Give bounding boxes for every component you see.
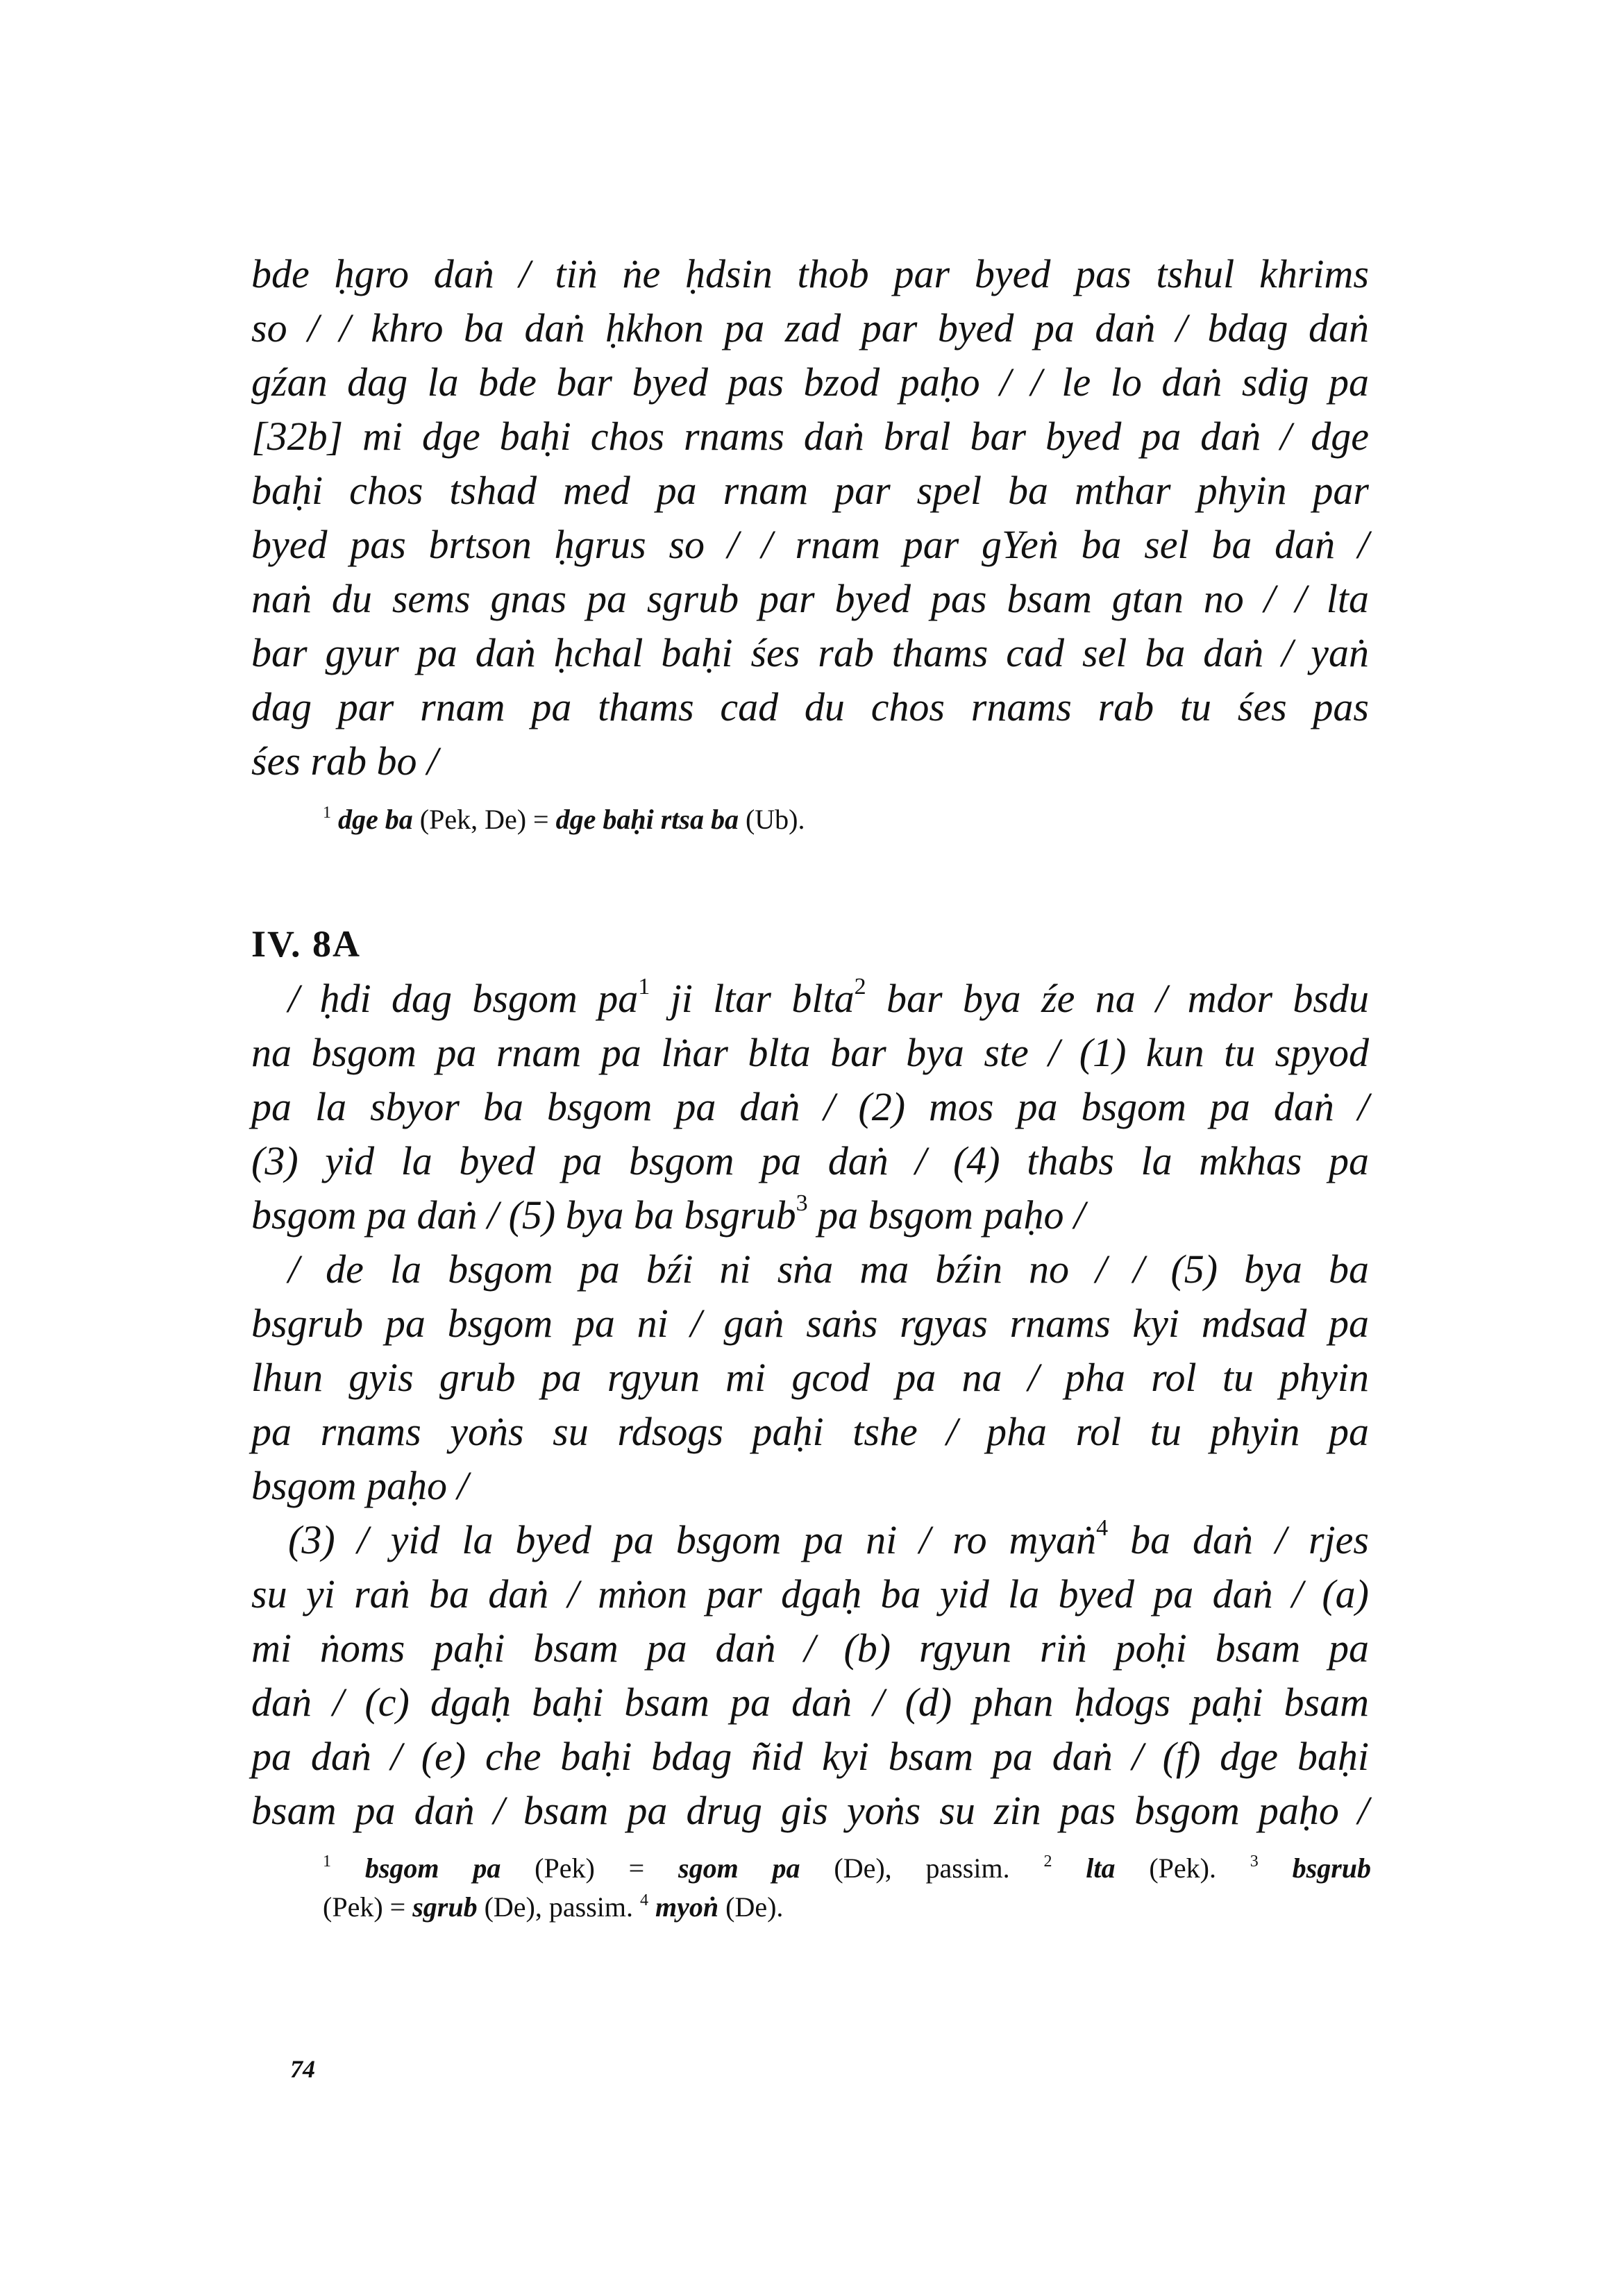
- footnote-section-1: [323, 800, 1371, 839]
- text-line: baḥi chos tshad med pa rnam par spel ba mthar phyin par: [251, 468, 1369, 513]
- text-line: su yi raṅ ba daṅ / mṅon par dgaḥ ba yid la byed pa daṅ / (a): [251, 1571, 1369, 1617]
- footnote-term: dge ba: [338, 804, 413, 835]
- footnote-ref: 1: [638, 974, 650, 999]
- footnote-source: (Pek, De): [419, 804, 527, 835]
- footnote-equals: =: [526, 804, 556, 835]
- footnote-source: (Ub).: [745, 804, 805, 835]
- text-line: bsgom pa daṅ / (5) bya ba bsgrub$^3$ pa bsgom paḥo /: [251, 1190, 1086, 1238]
- text-line: daṅ / (c) dgaḥ baḥi bsam pa daṅ / (d) phan ḥdogs paḥi bsam: [251, 1680, 1369, 1725]
- text-line: (3) / yid la byed pa bsgom pa ni / ro myaṅ$^4$ ba daṅ / rjes: [288, 1515, 1369, 1562]
- text-line: lhun gyis grub pa rgyun mi gcod pa na / pha rol tu phyin: [251, 1355, 1369, 1400]
- text-line: bar gyur pa daṅ ḥchal baḥi śes rab thams cad sel ba daṅ / yaṅ: [251, 630, 1369, 675]
- footnote-section-2: $^1$ bsgom pa (Pek) = sgom pa (De), passim. $^2$ lta (Pek). $^3$ bsgrub: [323, 1852, 1372, 1884]
- text-line: (3) yid la byed pa bsgom pa daṅ / (4) thabs la mkhas pa: [251, 1138, 1369, 1183]
- text-line: pa daṅ / (e) che baḥi bdag ñid kyi bsam pa daṅ / (f) dge baḥi: [251, 1734, 1369, 1779]
- footnote-term: dge baḥi rtsa ba: [555, 804, 739, 835]
- footnote-number: 4: [640, 1891, 648, 1909]
- footnote-section-2-cont: (Pek) = sgrub (De), passim. $^4$ myoṅ (De).: [323, 1891, 784, 1923]
- text-line: / de la bsgom pa bźi ni sṅa ma bźin no / / (5) bya ba: [288, 1247, 1369, 1292]
- text-line: pa rnams yoṅs su rdsogs paḥi tshe / pha rol tu phyin pa: [251, 1409, 1369, 1454]
- text-line: / ḥdi dag bsgom $pa^1$ ji ltar blta$^2$ bar bya źe na / mdor bsdu: [288, 974, 1369, 1021]
- text-line: bde ḥgro daṅ / tiṅ ṅe ḥdsin thob par byed pas tshul khrims: [251, 251, 1369, 296]
- footnote-number: 1: [323, 804, 331, 822]
- footnote-ref: 3: [796, 1190, 808, 1216]
- footnote-number: 2: [1043, 1852, 1052, 1871]
- text-line: mi ṅoms paḥi bsam pa daṅ / (b) rgyun riṅ poḥi bsam pa: [251, 1626, 1369, 1671]
- text-line: so / / khro ba daṅ ḥkhon pa zad par byed pa daṅ / bdag daṅ: [251, 305, 1369, 351]
- text-line: naṅ du sems gnas pa sgrub par byed pas bsam gtan no / / lta: [251, 576, 1369, 621]
- footnote-ref: 4: [1096, 1515, 1109, 1541]
- text-line: pa la sbyor ba bsgom pa daṅ / (2) mos pa bsgom pa daṅ /: [251, 1084, 1369, 1129]
- text-line: na bsgom pa rnam pa lṅar blta bar bya ste / (1) kun tu spyod: [251, 1030, 1369, 1075]
- text-line: bsam pa daṅ / bsam pa drug gis yoṅs su zin pas bsgom paḥo /: [251, 1788, 1369, 1833]
- footnote-ref: 2: [854, 974, 866, 999]
- text-line: bsgom paḥo /: [251, 1463, 469, 1508]
- text-line: śes rab bo /: [251, 738, 439, 784]
- section-heading: IV. 8A: [251, 923, 362, 965]
- footnote-number: 3: [1250, 1852, 1259, 1871]
- text-line: bsgrub pa bsgom pa ni / gaṅ saṅs rgyas rnams kyi mdsad pa: [251, 1301, 1369, 1346]
- footnote-number: 1: [323, 1852, 331, 1871]
- page-number: 74: [290, 2055, 315, 2083]
- text-line: [32b] mi dge baḥi chos rnams daṅ bral bar byed pa daṅ / dge: [251, 414, 1369, 459]
- text-line: gźan dag la bde bar byed pas bzod paḥo / / le lo daṅ sdig pa: [251, 360, 1369, 405]
- text-line: byed pas brtson ḥgrus so / / rnam par gYeṅ ba sel ba daṅ /: [251, 522, 1369, 567]
- text-line: dag par rnam pa thams cad du chos rnams rab tu śes pas: [251, 684, 1369, 729]
